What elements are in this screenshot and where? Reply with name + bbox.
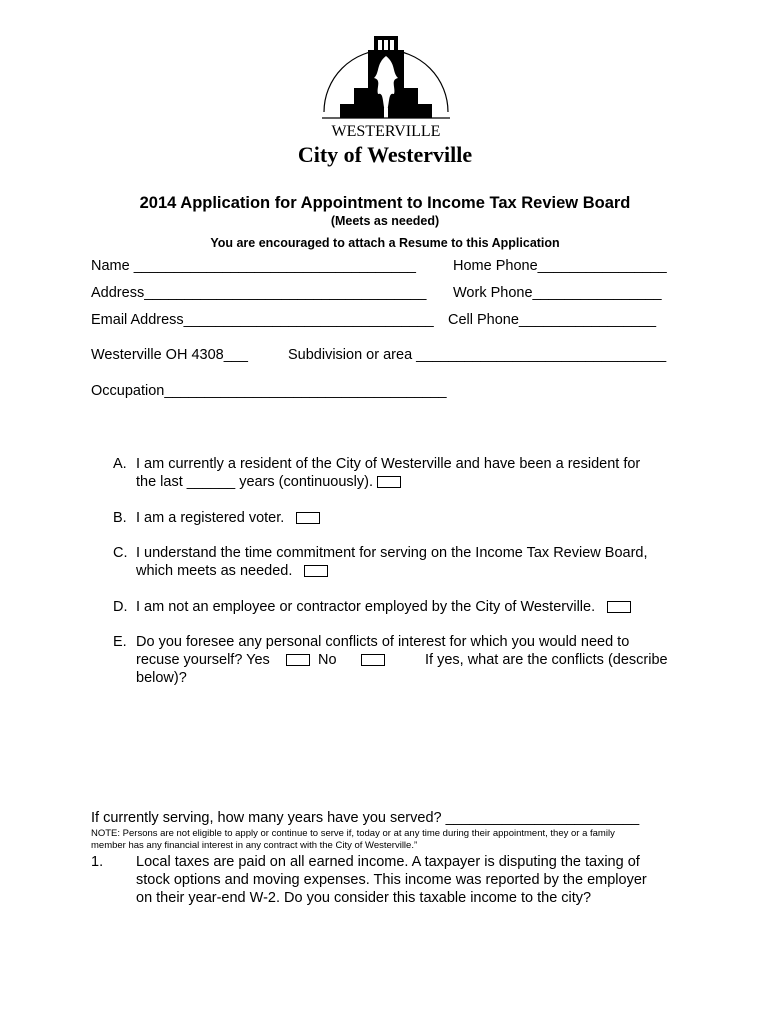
question-text: recuse yourself? Yes No: [136, 651, 385, 669]
resume-note: You are encouraged to attach a Resume to this Application: [210, 236, 560, 250]
question-c: [113, 544, 693, 584]
question-text: Do you foresee any personal conflicts of interest for which you would need to: [136, 634, 630, 650]
question-d: [113, 598, 693, 618]
question-text: the last ______ years (continuously).: [136, 473, 401, 491]
question-text: below)?: [136, 670, 187, 686]
name-field[interactable]: Name ___________________________________: [91, 258, 416, 274]
not-employee-checkbox[interactable]: [607, 601, 631, 613]
question-1-text: Local taxes are paid on all earned income. A taxpayer is disputing the taxing of stock options and moving expenses. This income was reported by the employer on their year-end W-2. Do you consider this taxable income to the city?: [136, 854, 647, 906]
logo-text: WESTERVILLE: [331, 123, 441, 140]
question-letter: A.: [113, 456, 127, 472]
registered-voter-checkbox[interactable]: [296, 512, 320, 524]
conflict-yes-checkbox[interactable]: [286, 654, 310, 666]
address-field[interactable]: Address___________________________________: [91, 285, 427, 301]
question-text: I understand the time commitment for serving on the Income Tax Review Board,: [136, 545, 648, 561]
question-text: I am currently a resident of the City of Westerville and have been a resident for: [136, 456, 641, 472]
question-b: [113, 509, 693, 529]
question-letter: D.: [113, 599, 128, 615]
occupation-field[interactable]: Occupation___________________________________: [91, 383, 447, 399]
cell-phone-field[interactable]: Cell Phone_________________: [448, 312, 657, 328]
work-phone-field[interactable]: Work Phone________________: [453, 285, 662, 301]
westerville-logo: [316, 30, 456, 142]
question-number: 1.: [91, 854, 104, 870]
question-letter: B.: [113, 510, 127, 526]
question-e: [113, 633, 693, 691]
email-field[interactable]: Email Address_______________________________: [91, 312, 434, 328]
question-letter: E.: [113, 634, 127, 650]
question-text: I am a registered voter.: [136, 509, 320, 527]
eligibility-note: NOTE: Persons are not eligible to apply or continue to serve if, today or at any time during their appointment, they or a family member has any financial interest in any contract with the City of Westerville.”: [91, 828, 615, 851]
city-name: City of Westerville: [297, 142, 473, 167]
question-letter: C.: [113, 545, 128, 561]
meets-note: (Meets as needed): [330, 214, 440, 228]
question-text: I am not an employee or contractor employed by the City of Westerville.: [136, 598, 631, 616]
subdivision-field[interactable]: Subdivision or area _______________________________: [288, 347, 667, 363]
question-text: which meets as needed.: [136, 562, 328, 580]
home-phone-field[interactable]: Home Phone________________: [453, 258, 667, 274]
question-a: [113, 455, 693, 495]
question-text: If yes, what are the conflicts (describe: [425, 652, 668, 668]
zip-field[interactable]: Westerville OH 4308___: [91, 347, 248, 363]
years-served-field[interactable]: If currently serving, how many years have you served? ________________________: [91, 810, 640, 826]
residency-checkbox[interactable]: [377, 476, 401, 488]
time-commitment-checkbox[interactable]: [304, 565, 328, 577]
conflict-no-checkbox[interactable]: [361, 654, 385, 666]
form-title: 2014 Application for Appointment to Income Tax Review Board: [139, 194, 631, 212]
